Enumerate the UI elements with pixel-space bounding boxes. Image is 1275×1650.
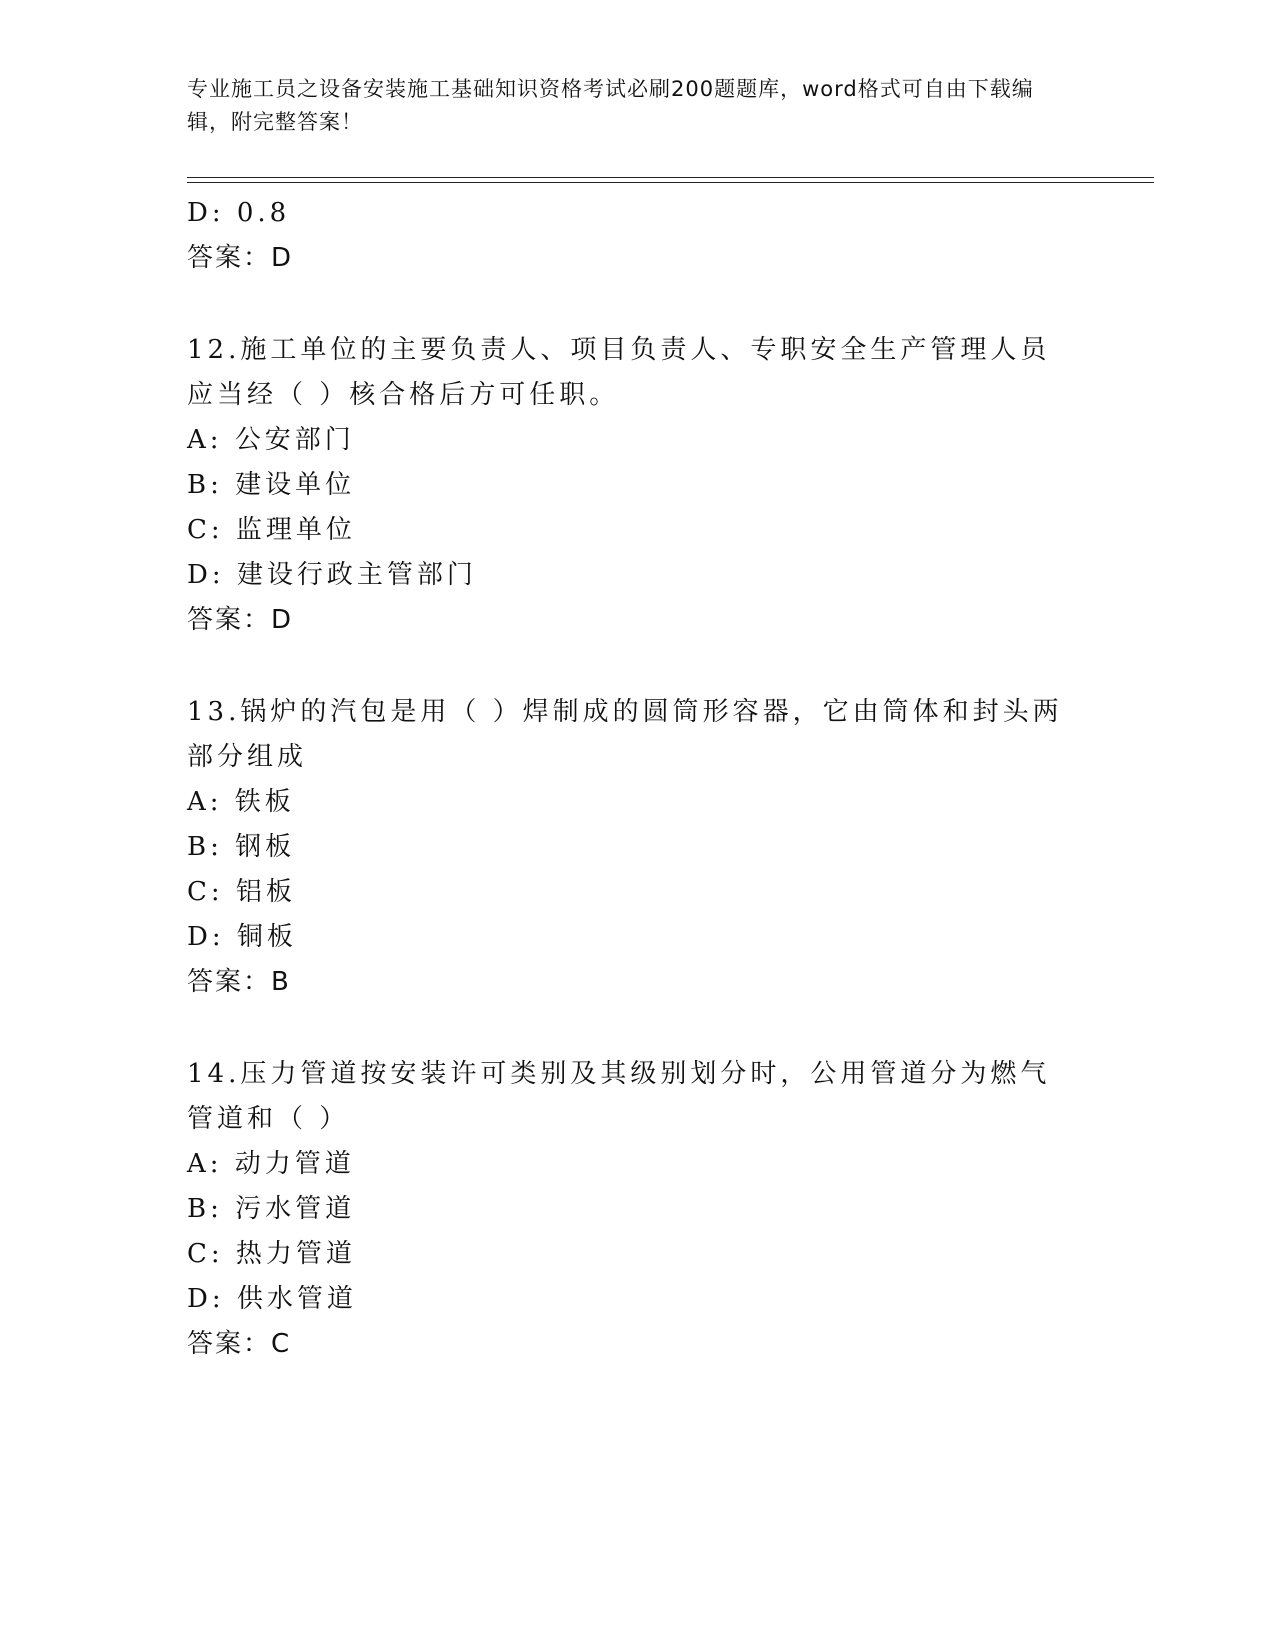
option-d: D: 建设行政主管部门 <box>187 560 477 590</box>
option-d: D: 铜板 <box>187 922 297 952</box>
question-block <box>187 690 1087 1005</box>
spacer <box>187 281 1087 328</box>
question-block <box>187 1052 1087 1367</box>
question-stem: 13.锅炉的汽包是用（ ）焊制成的圆筒形容器，它由筒体和封头两部分组成 <box>187 697 1063 772</box>
answer-line: 答案：D <box>187 605 294 635</box>
header-divider <box>187 177 1154 178</box>
option-a: A: 公安部门 <box>187 425 355 455</box>
option-c: C: 监理单位 <box>187 515 356 545</box>
option-b: B: 污水管道 <box>187 1194 356 1224</box>
option-d: D: 供水管道 <box>187 1284 357 1314</box>
option-b: B: 建设单位 <box>187 470 356 500</box>
option-c: C: 铝板 <box>187 877 296 907</box>
question-content <box>187 191 1087 1367</box>
answer-line: 答案：D <box>187 243 294 273</box>
option-c: C: 热力管道 <box>187 1239 356 1269</box>
option-a: A: 铁板 <box>187 787 295 817</box>
answer-line: 答案：B <box>187 967 291 997</box>
option-b: B: 钢板 <box>187 832 296 862</box>
header-divider-secondary <box>187 182 1154 183</box>
question-block <box>187 328 1087 643</box>
question-stem: 12.施工单位的主要负责人、项目负责人、专职安全生产管理人员应当经（ ）核合格后方可任职。 <box>187 335 1051 410</box>
page-header: 专业施工员之设备安装施工基础知识资格考试必刷200题题库，word格式可自由下载编辑，附完整答案！ <box>187 77 1034 134</box>
option-d: D: 0.8 <box>187 198 291 228</box>
answer-line: 答案：C <box>187 1329 292 1359</box>
spacer <box>187 1005 1087 1052</box>
spacer <box>187 643 1087 690</box>
question-stem: 14.压力管道按安装许可类别及其级别划分时，公用管道分为燃气管道和（ ） <box>187 1059 1051 1134</box>
option-a: A: 动力管道 <box>187 1149 355 1179</box>
